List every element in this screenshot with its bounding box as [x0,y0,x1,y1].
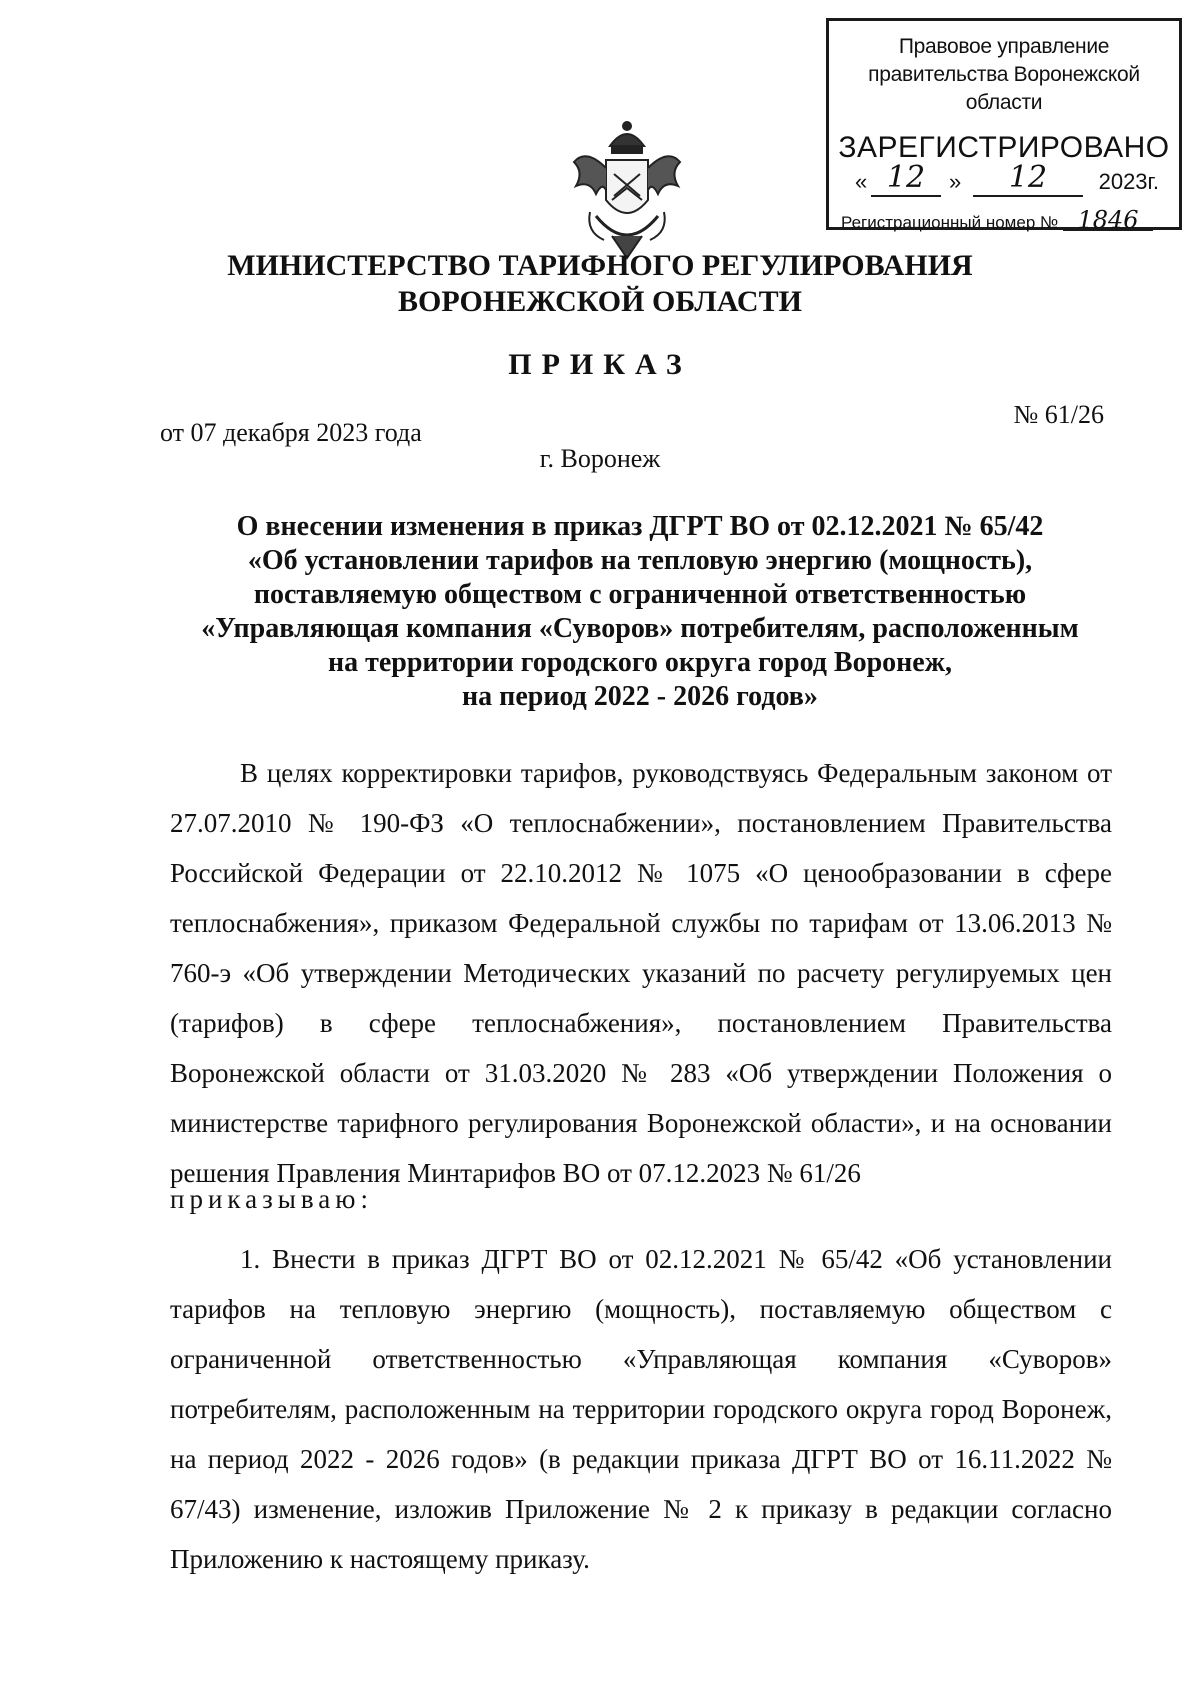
preamble-paragraph: В целях корректировки тарифов, руководствуясь Федеральным законом от 27.07.2010 № 190-ФЗ «О теплоснабжении», постановлением Правительства Российской Федерации от 22.10.2012 № 1075 «О ценообразовании в сфере теплоснабжения», приказом Федеральной службы по тарифам от 13.06.2013 № 760-э «Об утверждении Методических указаний по расчету регулируемых цен (тарифов) в сфере теплоснабжения», постановлением Правительства Воронежской области от 31.03.2020 № 283 «Об утверждении Положения о министерстве тарифного регулирования Воронежской области», и на основании решения Правления Минтарифов ВО от 07.12.2023 № 61/26 [170,758,1112,1188]
order-city: г. Воронеж [539,444,661,473]
subject-line-4: «Управляющая компания «Суворов» потребителям, расположенным [201,613,1079,644]
order-subject [160,510,1120,714]
subject-line-2: «Об установлении тарифов на тепловую энергию (мощность), [247,545,1033,576]
order-number: № 61/26 [1013,400,1104,429]
ministry-line-2: ВОРОНЕЖСКОЙ ОБЛАСТИ [398,285,802,318]
directive-word: приказываю: [170,1184,373,1214]
registration-stamp [826,18,1182,234]
stamp-status: ЗАРЕГИСТРИРОВАНО [838,131,1170,164]
order-date: от 07 декабря 2023 года [160,418,422,447]
document-type: ПРИКАЗ [508,348,692,381]
coat-of-arms-icon [566,116,688,264]
subject-line-1: О внесении изменения в приказ ДГРТ ВО от 02.12.2021 № 65/42 [236,511,1044,542]
subject-line-5: на территории городского округа город Воронеж, [327,647,953,678]
stamp-day: 12 [871,160,941,197]
stamp-regnum-label: Регистрационный номер № [841,213,1059,232]
order-item-1: 1. Внести в приказ ДГРТ ВО от 02.12.2021 № 65/42 «Об установлении тарифов на тепловую энергию (мощность), поставляемую обществом с ограниченной ответственностью «Управляющая компания «Суворов» потребителям, расположенным на территории городского округа город Воронеж, на период 2022 - 2026 годов» (в редакции приказа ДГРТ ВО от 16.11.2022 № 67/43) изменение, изложив Приложение № 2 к приказу в редакции согласно Приложению к настоящему приказу. [170,1244,1112,1574]
subject-line-6: на период 2022 - 2026 годов» [462,681,818,712]
stamp-month: 12 [973,160,1083,197]
stamp-quote-close: » [949,169,962,194]
ministry-line-1: МИНИСТЕРСТВО ТАРИФНОГО РЕГУЛИРОВАНИЯ [227,249,973,282]
stamp-quote-open: « [855,169,868,194]
subject-line-3: поставляемую обществом с ограниченной ответственностью [253,579,1027,610]
stamp-regnum [841,206,1169,234]
stamp-regnum-value: 1846 [1063,211,1153,231]
stamp-organization: Правовое управление правительства Воронежской области [868,35,1140,114]
stamp-year: 2023г. [1098,169,1159,194]
ministry-name [0,248,1200,320]
stamp-date [849,160,1159,199]
